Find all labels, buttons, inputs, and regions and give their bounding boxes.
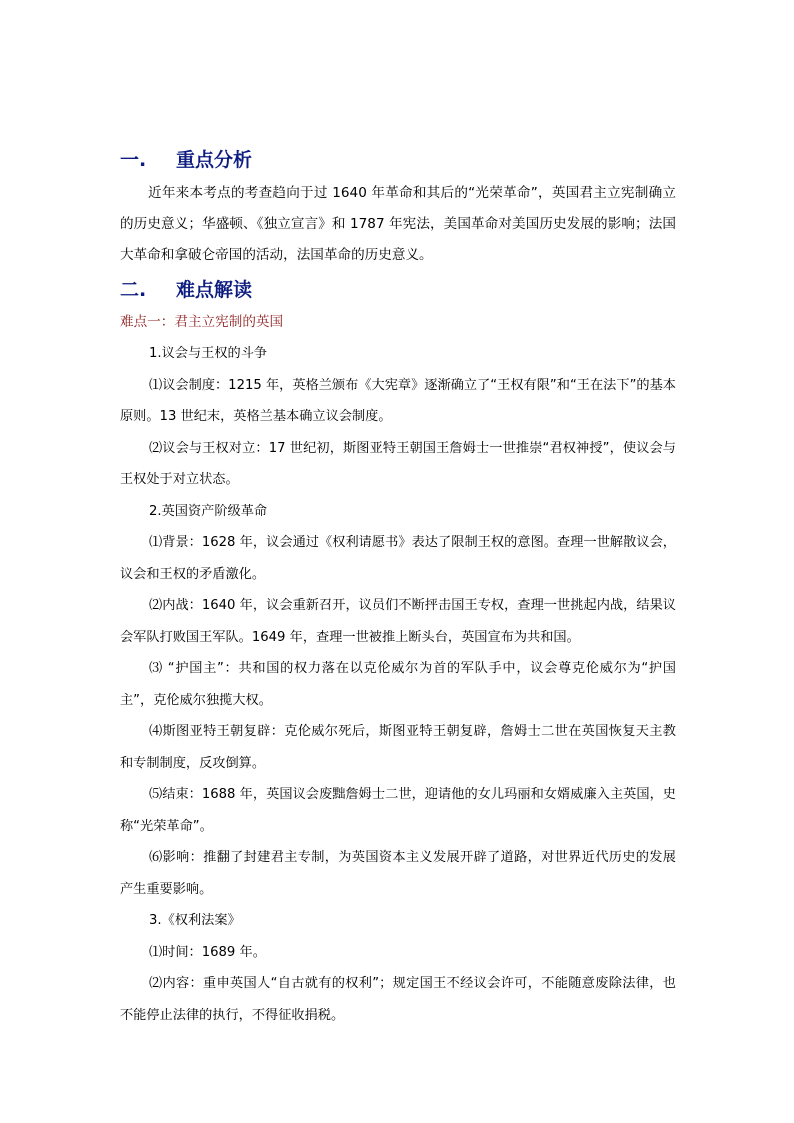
section-number: 一. <box>120 149 147 171</box>
document-body <box>120 143 676 1031</box>
section-heading-difficulty-interpretation <box>120 273 676 307</box>
intro-paragraph: 近年来本考点的考查趋向于过 1640 年革命和其后的“光荣革命”，英国君主立宪制确立的历史意义；华盛顿、《独立宣言》和 1787 年宪法，美国革命对美国历史发展的影响；法国大革命和拿破仑帝国的活动，法国革命的历史意义。 <box>120 185 676 263</box>
list-item: ⑴时间：1689 年。 <box>149 944 266 960</box>
section-title: 重点分析 <box>176 149 253 171</box>
section-heading-key-analysis <box>120 143 676 177</box>
section-number: 二. <box>120 279 147 301</box>
section-title: 难点解读 <box>176 279 253 301</box>
list-item: ⑹影响：推翻了封建君主专制，为英国资本主义发展开辟了道路，对世界近代历史的发展产生重要影响。 <box>120 850 676 897</box>
list-item: ⑶ “护国主”：共和国的权力落在以克伦威尔为首的军队手中，议会尊克伦威尔为“护国主”，克伦威尔独揽大权。 <box>120 661 676 708</box>
list-item: ⑵议会与王权对立：17 世纪初，斯图亚特王朝国王詹姆士一世推崇“君权神授”，使议会与王权处于对立状态。 <box>120 440 676 487</box>
list-item: ⑵内容：重申英国人“自古就有的权利”；规定国王不经议会许可，不能随意废除法律，也不能停止法律的执行，不得征收捐税。 <box>120 976 676 1023</box>
list-item: 2.英国资产阶级革命 <box>149 503 268 519</box>
list-item: ⑷斯图亚特王朝复辟：克伦威尔死后，斯图亚特王朝复辟，詹姆士二世在英国恢复天主教和专制制度，反攻倒算。 <box>120 724 676 771</box>
list-item: ⑴背景：1628 年，议会通过《权利请愿书》表达了限制王权的意图。查理一世解散议会，议会和王权的矛盾激化。 <box>120 535 676 582</box>
list-item: ⑴议会制度：1215 年，英格兰颁布《大宪章》逐渐确立了“王权有限”和“王在法下”的基本原则。13 世纪末，英格兰基本确立议会制度。 <box>120 377 676 424</box>
list-item: ⑸结束：1688 年，英国议会废黜詹姆士二世，迎请他的女儿玛丽和女婿威廉入主英国，史称“光荣革命”。 <box>120 787 676 834</box>
list-item: 1.议会与王权的斗争 <box>149 346 268 361</box>
list-item: ⑵内战：1640 年，议会重新召开，议员们不断抨击国王专权，查理一世挑起内战，结果议会军队打败国王军队。1649 年，查理一世被推上断头台，英国宣布为共和国。 <box>120 598 676 645</box>
list-item: 3.《权利法案》 <box>149 913 241 928</box>
difficulty-subtitle: 难点一：君主立宪制的英国 <box>120 314 284 330</box>
